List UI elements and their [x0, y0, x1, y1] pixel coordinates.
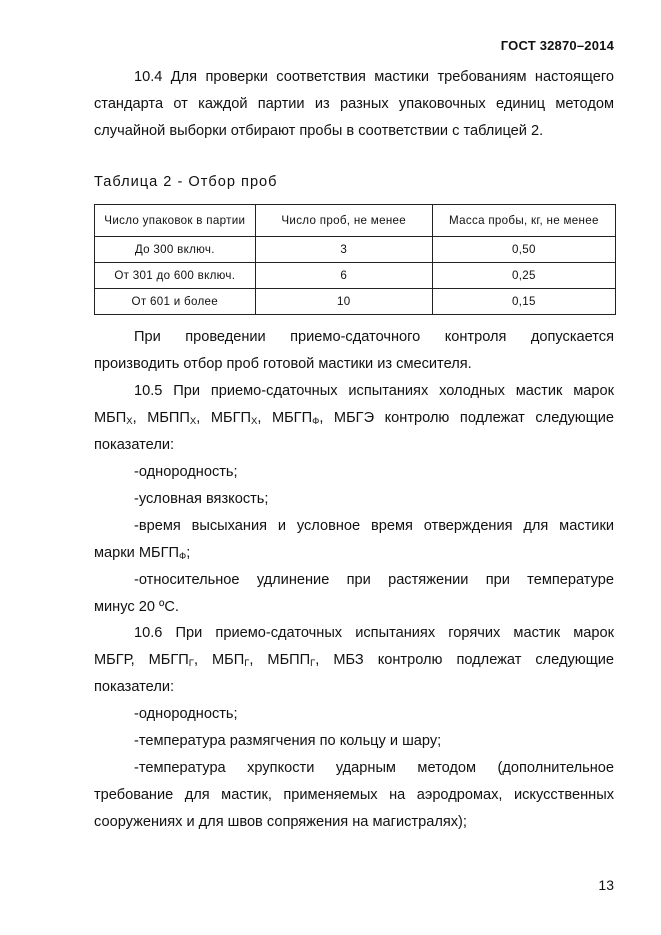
table-header-cell: Число упаковок в партии [95, 205, 256, 237]
list-item: -время высыхания и условное время отверждения для мастики [134, 518, 614, 534]
text-line: показатели: [94, 437, 175, 453]
text-line: 10.4 Для проверки соответствия мастики требованиям настоящего [134, 69, 614, 85]
mark-subscript: Х [251, 416, 258, 427]
separator: , [249, 652, 268, 668]
mark-code: МБПП [147, 410, 190, 426]
list-item: -относительное удлинение при растяжении при температуре [134, 572, 614, 588]
text-line: При проведении приемо-сдаточного контроля допускается [134, 329, 614, 345]
list-item: -однородность; [134, 464, 238, 480]
separator: , [132, 410, 148, 426]
table-row [95, 237, 616, 263]
mark-code: МБГР, МБГП [94, 652, 189, 668]
table-header-cell: Число проб, не менее [255, 205, 432, 237]
table-row [95, 263, 616, 289]
text-line: стандарта от каждой партии из разных упаковочных единиц методом [94, 96, 614, 112]
table-cell: 6 [255, 263, 432, 289]
list-item: -температура размягчения по кольцу и шару; [134, 733, 442, 749]
paragraph-control [94, 324, 614, 378]
text-line [94, 405, 614, 432]
mark-subscript: Х [189, 416, 197, 427]
text-line: показатели: [94, 679, 175, 695]
text-line: случайной выборки отбирают пробы в соответствии с таблицей 2. [94, 123, 544, 139]
mark-subscript: Г [244, 658, 250, 669]
mark-code: МБП [94, 410, 127, 426]
table-cell: 0,50 [432, 237, 615, 263]
text-line: минус 20 ºС. [94, 599, 179, 615]
mark-code: МБГП [210, 410, 251, 426]
paragraph-10-5 [94, 378, 614, 621]
table-header-cell: Масса пробы, кг, не менее [432, 205, 615, 237]
text-part: ; [186, 545, 191, 561]
text-tail: , МБГЭ контролю подлежат следующие [319, 410, 615, 426]
mark-code: МБПП [267, 652, 311, 668]
sampling-table [94, 204, 616, 315]
mark-subscript: Г [310, 658, 316, 669]
text-line [94, 540, 614, 567]
separator: , [196, 410, 211, 426]
mark-subscript: Ф [312, 416, 320, 427]
separator: , [257, 410, 272, 426]
table-cell: 0,25 [432, 263, 615, 289]
table-header-row [95, 205, 616, 237]
text-line: 10.5 При приемо-сдаточных испытаниях холодных мастик марок [134, 383, 614, 399]
separator: , [193, 652, 212, 668]
table-cell: 0,15 [432, 289, 615, 315]
mark-subscript: Х [126, 416, 133, 427]
mark-code: МБГП [271, 410, 313, 426]
table-cell: От 301 до 600 включ. [95, 263, 256, 289]
text-line: сооружениях и для швов сопряжения на магистралях); [94, 814, 467, 830]
text-line [94, 647, 614, 674]
text-line: требование для мастик, применяемых на аэродромах, искусственных [94, 787, 614, 803]
table-cell: До 300 включ. [95, 237, 256, 263]
list-item: -однородность; [134, 706, 238, 722]
text-line: производить отбор проб готовой мастики из смесителя. [94, 356, 472, 372]
paragraph-10-6 [94, 620, 614, 836]
text-line: 10.6 При приемо-сдаточных испытаниях горячих мастик марок [134, 625, 614, 641]
list-item: -температура хрупкости ударным методом (дополнительное [134, 760, 614, 776]
mark-subscript: Ф [178, 551, 187, 562]
mark-subscript: Г [188, 658, 194, 669]
page-number: 13 [598, 877, 614, 893]
document-id-header: ГОСТ 32870–2014 [500, 38, 614, 53]
mark-code: МБП [211, 652, 245, 668]
text-part: марки МБГП [94, 545, 179, 561]
table-caption: Таблица 2 - Отбор проб [94, 174, 278, 190]
table-row [95, 289, 616, 315]
table-cell: От 601 и более [95, 289, 256, 315]
paragraph-10-4 [94, 64, 614, 145]
list-item: -условная вязкость; [134, 491, 269, 507]
text-tail: , МБЗ контролю подлежат следующие [315, 652, 615, 668]
table-cell: 10 [255, 289, 432, 315]
table-cell: 3 [255, 237, 432, 263]
